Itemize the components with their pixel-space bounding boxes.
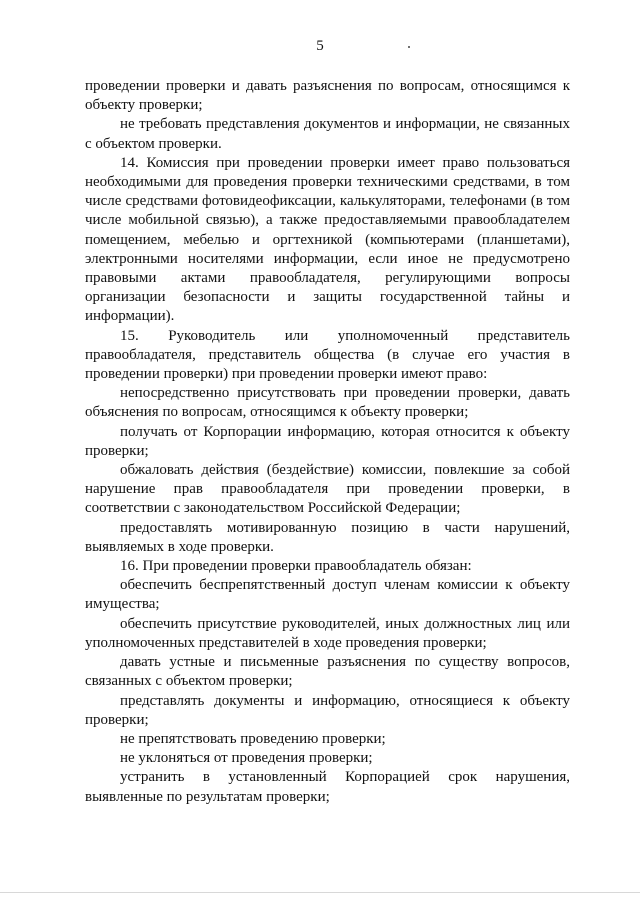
paragraph-present-documents: представлять документы и информацию, относящиеся к объекту проверки; [85,692,570,728]
paragraph-eliminate-violations: устранить в установленный Корпорацией срок нарушения, выявленные по результатам проверки; [85,769,570,805]
paragraph-no-obstruct: не препятствовать проведению проверки; [120,730,386,747]
paragraph-15: 15. Руководитель или уполномоченный представитель правообладателя, представитель общества (в случае его участия в проведении проверки) при проведении проверки имеют право: [85,327,570,383]
paragraph-appeal: обжаловать действия (бездействие) комиссии, повлекшие за собой нарушение прав правообладателя при проведении проверки, в соответствии с законодательством Российской Федерации; [85,462,570,517]
paragraph-explanations: давать устные и письменные разъяснения по существу вопросов, связанных с объектом проверки; [85,654,570,690]
paragraph-no-require-docs: не требовать представления документов и информации, не связанных с объектом проверки. [85,116,570,152]
page-number: 5 [316,38,324,54]
paragraph-ensure-presence: обеспечить присутствие руководителей, иных должностных лиц или уполномоченных представителей в ходе проведения проверки; [85,615,570,651]
paragraph-attend: непосредственно присутствовать при проведении проверки, давать объяснения по вопросам, относящимся к объекту проверки; [85,385,570,421]
document-body [85,77,570,807]
paragraph-14: 14. Комиссия при проведении проверки имеет право пользоваться необходимыми для проведения проверки техническими средствами, в том числе средствами фотовидеофиксации, калькуляторами, телефонами (в том числе мобильной связью), а также предоставляемыми правообладателем помещением, мебелью и оргтехникой (компьютерами (планшетами), электронными носителями информации, если иное не предусмотрено правовыми актами правообладателя, регулирующими вопросы организации безопасности и защиты государственной тайны и информации). [85,154,570,325]
paragraph-receive-info: получать от Корпорации информацию, которая относится к объекту проверки; [85,423,570,459]
paragraph-position: предоставлять мотивированную позицию в части нарушений, выявляемых в ходе проверки. [85,519,570,555]
page-bottom-edge [0,892,640,893]
scan-speck [408,46,410,48]
paragraph-no-evade: не уклоняться от проведения проверки; [120,750,373,767]
paragraph-provide-access: обеспечить беспрепятственный доступ членам комиссии к объекту имущества; [85,577,570,613]
paragraph-16: 16. При проведении проверки правообладатель обязан: [120,558,472,575]
paragraph-continuation: проведении проверки и давать разъяснения по вопросам, относящимся к объекту проверки; [85,78,570,114]
